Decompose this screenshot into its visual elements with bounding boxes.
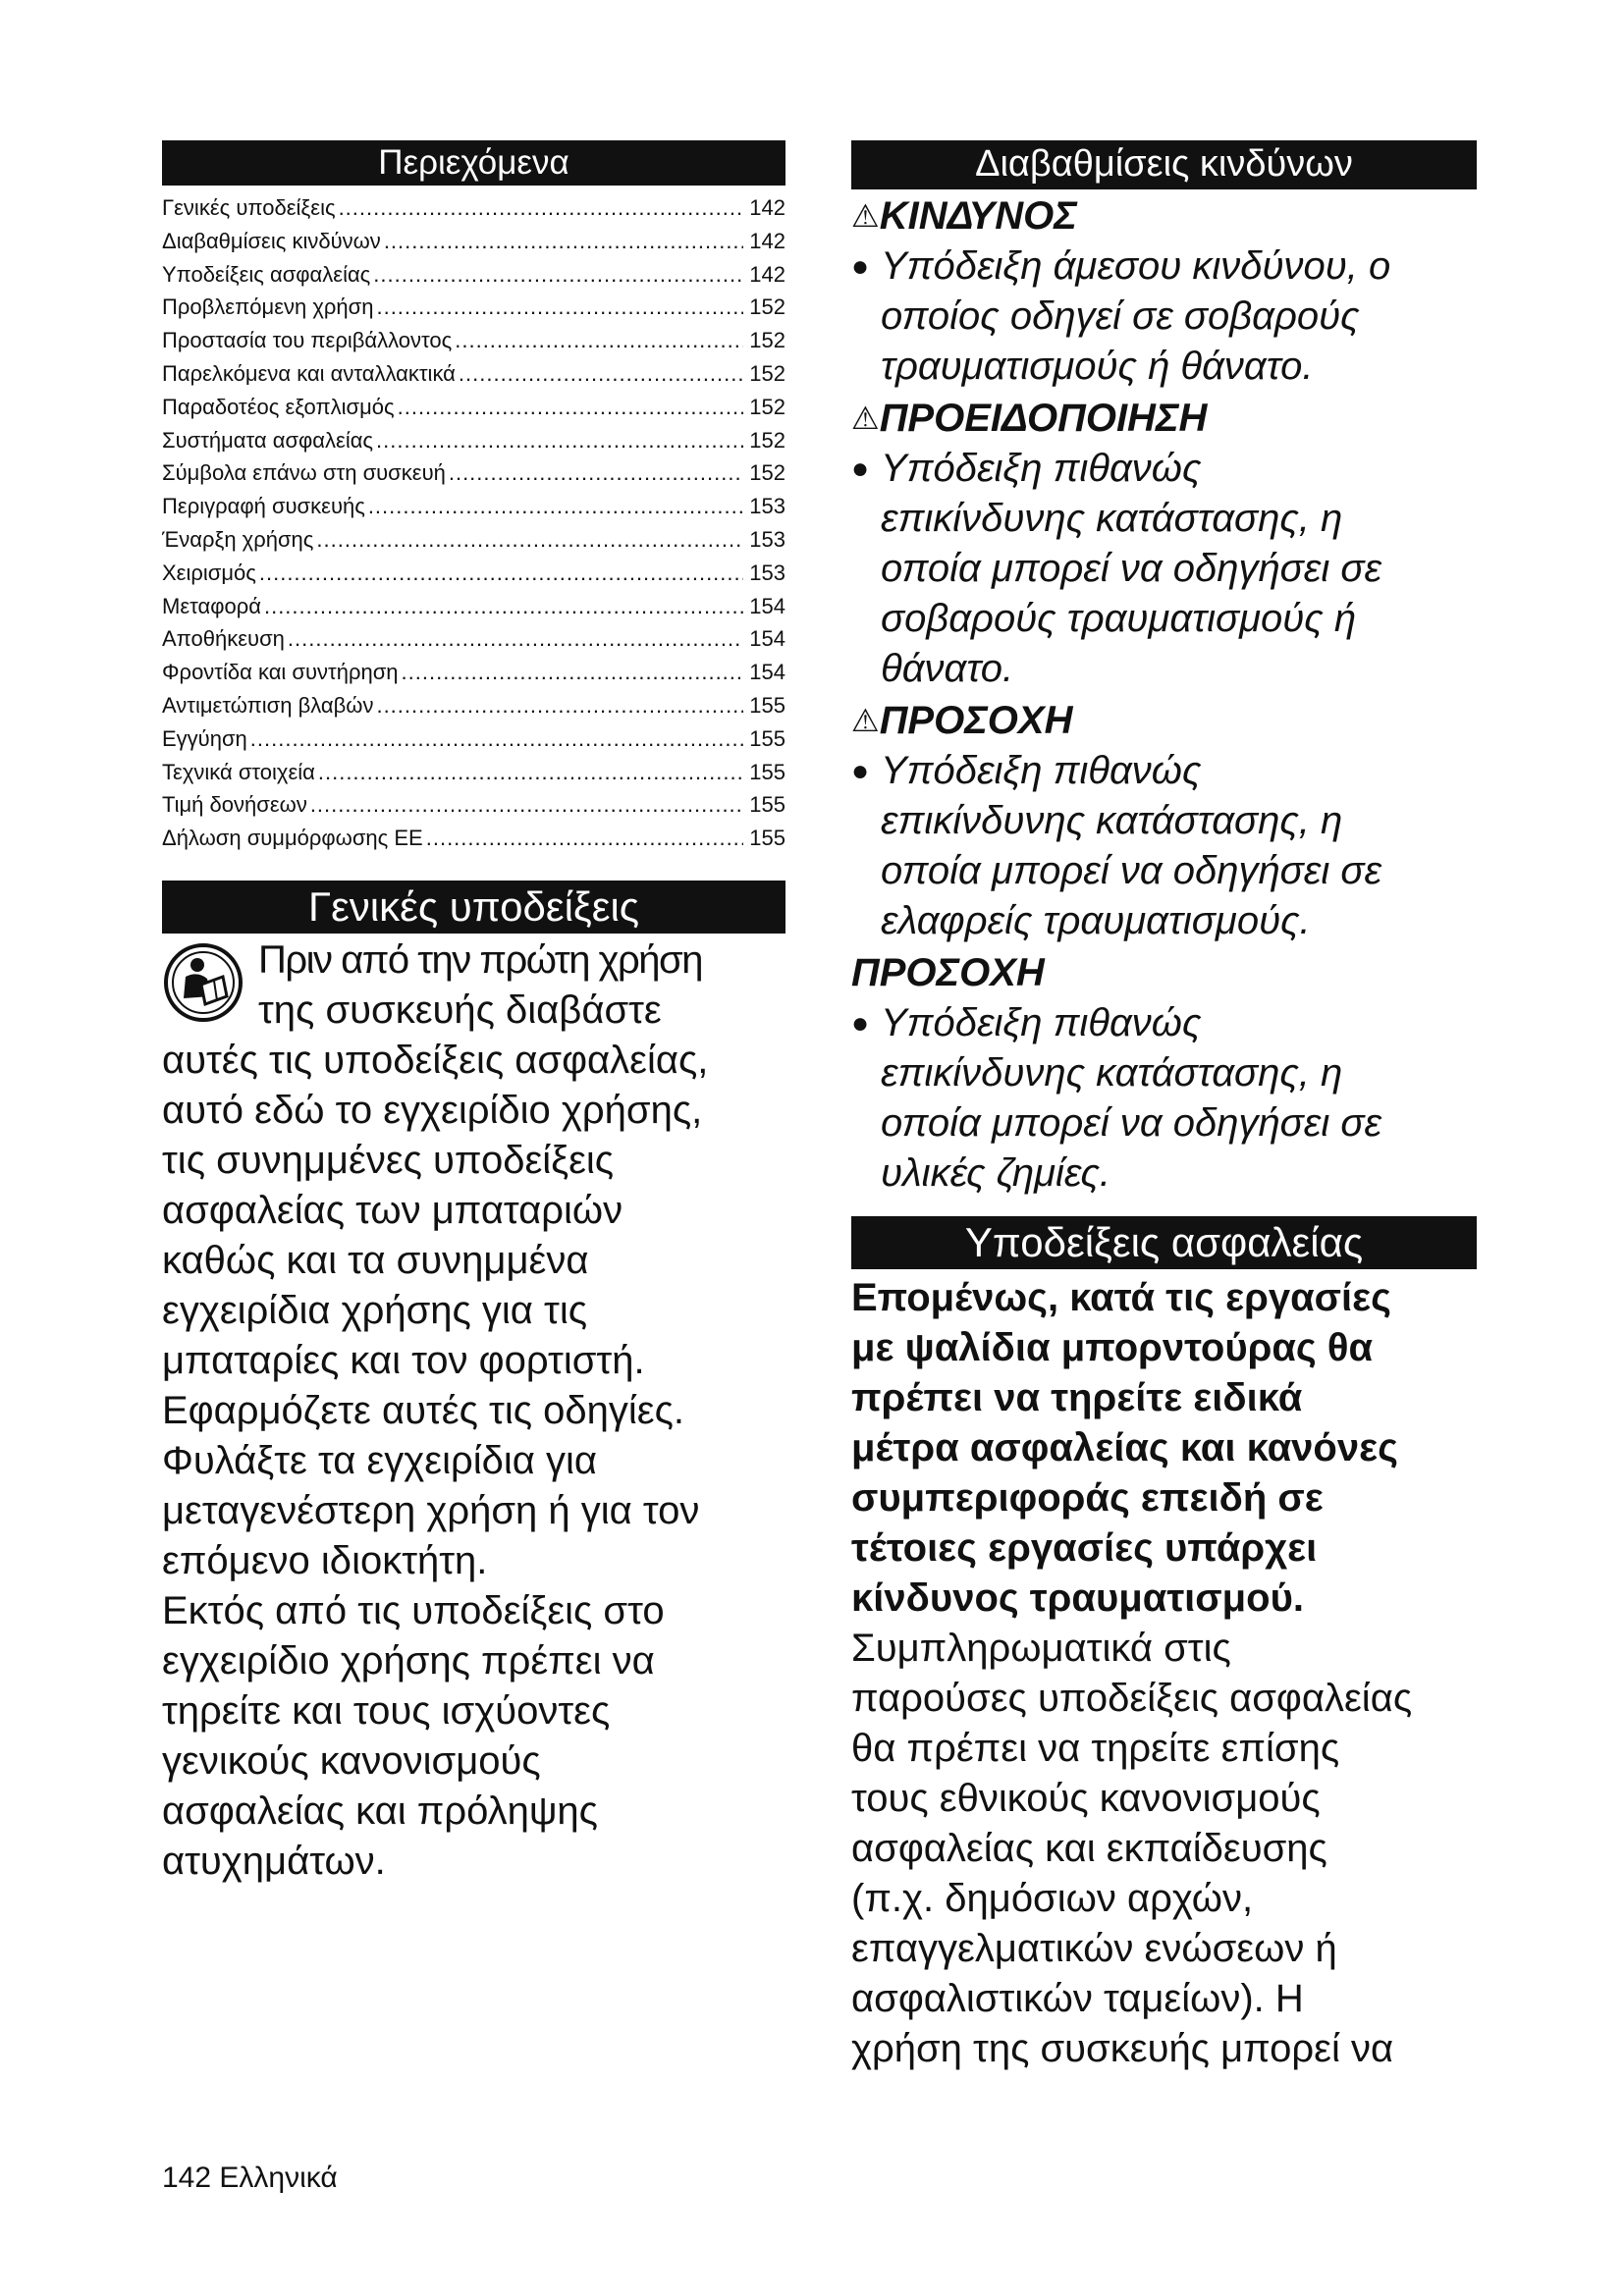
toc-entry-label: Προστασία του περιβάλλοντος xyxy=(162,328,453,353)
toc-entry-page: 155 xyxy=(749,826,785,851)
notice-line: οποία μπορεί να οδηγήσει σε xyxy=(881,1101,1382,1145)
footer-language: Ελληνικά xyxy=(219,2162,338,2194)
caution-line: ελαφρείς τραυματισμούς. xyxy=(881,899,1311,942)
toc-dot-leader xyxy=(449,456,743,490)
general-notes-line: εγχειρίδιο χρήσης πρέπει να xyxy=(162,1638,655,1682)
toc-entry-label: Παραδοτέος εξοπλισμός xyxy=(162,394,395,419)
safety-bold-line: με ψαλίδια μπορντούρας θα xyxy=(851,1326,1374,1369)
toc-entry-page: 155 xyxy=(749,792,785,818)
toc-entry-label: Μεταφορά xyxy=(162,593,261,618)
general-notes-header: Γενικές υποδείξεις xyxy=(162,881,785,934)
bullet-icon: ● xyxy=(851,250,870,283)
toc-entry-page: 152 xyxy=(749,294,785,320)
warning-triangle-icon: ⚠ xyxy=(851,703,880,738)
toc-entry[interactable] xyxy=(162,191,785,225)
intro-line-1: Πριν από την πρώτη χρήση xyxy=(258,937,702,982)
toc-entry-label: Αποθήκευση xyxy=(162,626,285,652)
toc-entry-label: Τεχνικά στοιχεία xyxy=(162,759,315,784)
warning-line: θάνατο. xyxy=(881,647,1014,690)
caution-label: ⚠ΠΡΟΣΟΧΗ xyxy=(851,699,1073,742)
notice-line: υλικές ζημίες. xyxy=(881,1151,1111,1195)
danger-line: τραυματισμούς ή θάνατο. xyxy=(881,345,1314,388)
toc-dot-leader xyxy=(376,689,743,722)
bullet-icon: ● xyxy=(851,755,870,787)
toc-entry-label: Παρελκόμενα και ανταλλακτικά xyxy=(162,360,456,386)
toc-dot-leader xyxy=(373,258,743,292)
safety-line: θα πρέπει να τηρείτε επίσης xyxy=(851,1727,1340,1770)
safety-bold-line: πρέπει να τηρείτε ειδικά xyxy=(851,1376,1303,1419)
toc-entry-page: 152 xyxy=(749,427,785,453)
general-notes-line: γενικούς κανονισμούς xyxy=(162,1738,541,1783)
caution-line: Υπόδειξη πιθανώς xyxy=(881,749,1202,792)
toc-dot-leader xyxy=(398,391,743,424)
safety-text xyxy=(851,1624,1477,2074)
toc-entry-page: 153 xyxy=(749,526,785,552)
safety-line: ασφαλιστικών ταμείων). Η xyxy=(851,1977,1304,2020)
toc-entry[interactable] xyxy=(162,590,785,623)
toc-entry[interactable] xyxy=(162,291,785,324)
warning-description xyxy=(851,444,1477,694)
general-notes-intro xyxy=(162,935,785,1036)
toc-entry-label: Χειρισμός xyxy=(162,560,256,585)
danger-line: Υπόδειξη άμεσου κινδύνου, ο xyxy=(881,244,1391,288)
notice-line: επικίνδυνης κατάστασης, η xyxy=(881,1051,1343,1095)
toc-entry-label: Δήλωση συμμόρφωσης ΕΕ xyxy=(162,826,423,851)
toc-entry[interactable] xyxy=(162,225,785,258)
toc-entry[interactable] xyxy=(162,357,785,391)
safety-line: Συμπληρωματικά στις xyxy=(851,1627,1231,1670)
toc-dot-leader xyxy=(259,557,743,590)
toc-entry-page: 155 xyxy=(749,692,785,718)
toc-entry[interactable] xyxy=(162,756,785,789)
toc-entry[interactable] xyxy=(162,523,785,557)
toc-dot-leader xyxy=(376,424,743,457)
toc-entry-page: 154 xyxy=(749,660,785,685)
safety-bold-text xyxy=(851,1273,1477,1624)
toc-entry-label: Συστήματα ασφαλείας xyxy=(162,427,374,453)
toc-entry-label: Εγγύηση xyxy=(162,725,247,751)
warning-triangle-icon: ⚠ xyxy=(851,198,880,234)
warning-line: σοβαρούς τραυματισμούς ή xyxy=(881,597,1357,640)
general-notes-line: εγχειρίδια χρήσης για τις xyxy=(162,1288,587,1332)
caution-line: οποία μπορεί να οδηγήσει σε xyxy=(881,849,1382,892)
intro-line-2: της συσκευής διαβάστε xyxy=(258,988,662,1032)
safety-bold-line: συμπεριφοράς επειδή σε xyxy=(851,1476,1324,1520)
toc-dot-leader xyxy=(310,788,743,822)
notice-description xyxy=(851,998,1477,1199)
toc-entry[interactable] xyxy=(162,391,785,424)
toc-dot-leader xyxy=(459,357,743,391)
toc-dot-leader xyxy=(288,622,743,656)
notice-line: Υπόδειξη πιθανώς xyxy=(881,1001,1202,1044)
toc-entry-page: 154 xyxy=(749,626,785,652)
danger-description xyxy=(851,241,1477,392)
toc-dot-leader xyxy=(250,722,743,756)
safety-bold-line: τέτοιες εργασίες υπάρχει xyxy=(851,1526,1318,1570)
general-notes-text xyxy=(162,1036,785,1887)
page-number: 142 xyxy=(162,2162,212,2194)
caution-line: επικίνδυνης κατάστασης, η xyxy=(881,799,1343,842)
safety-line: (π.χ. δημόσιων αρχών, xyxy=(851,1877,1254,1920)
toc-entry[interactable] xyxy=(162,258,785,292)
general-notes-line: μεταγενέστερη χρήση ή για τον xyxy=(162,1488,700,1532)
caution-description xyxy=(851,746,1477,946)
toc-header: Περιεχόμενα xyxy=(162,140,785,186)
toc-entry-label: Τιμή δονήσεων xyxy=(162,792,307,818)
general-notes-line: καθώς και τα συνημμένα xyxy=(162,1238,589,1282)
toc-entry[interactable] xyxy=(162,656,785,689)
warning-label: ⚠ΠΡΟΕΙΔΟΠΟΙΗΣΗ xyxy=(851,397,1208,440)
toc-entry-label: Διαβαθμίσεις κινδύνων xyxy=(162,228,381,253)
toc-entry-page: 152 xyxy=(749,328,785,353)
toc-dot-leader xyxy=(316,523,743,557)
toc-entry-page: 152 xyxy=(749,360,785,386)
bullet-icon: ● xyxy=(851,453,870,485)
toc-entry-label: Αντιμετώπιση βλαβών xyxy=(162,692,374,718)
toc-entry-page: 153 xyxy=(749,560,785,585)
general-notes-line: αυτό εδώ το εγχειρίδιο χρήσης, xyxy=(162,1088,703,1132)
general-notes-line: τις συνημμένες υποδείξεις xyxy=(162,1138,615,1182)
safety-line: χρήση της συσκευής μπορεί να xyxy=(851,2027,1394,2070)
toc-dot-leader xyxy=(384,225,743,258)
general-notes-section xyxy=(162,881,785,1887)
toc-entry[interactable] xyxy=(162,424,785,457)
toc-entry-page: 155 xyxy=(749,725,785,751)
general-notes-line: τηρείτε και τους ισχύοντες xyxy=(162,1688,611,1733)
hazard-levels-header: Διαβαθμίσεις κινδύνων xyxy=(851,140,1477,189)
toc-entry-label: Προβλεπόμενη χρήση xyxy=(162,294,374,320)
safety-line: παρούσες υποδείξεις ασφαλείας xyxy=(851,1677,1413,1720)
toc-entry-label: Σύμβολα επάνω στη συσκευή xyxy=(162,460,446,486)
toc-dot-leader xyxy=(318,756,743,789)
table-of-contents xyxy=(162,191,785,855)
bullet-icon: ● xyxy=(851,1007,870,1040)
danger-line: οποίος οδηγεί σε σοβαρούς xyxy=(881,294,1360,338)
warning-triangle-icon: ⚠ xyxy=(851,400,880,436)
left-column xyxy=(162,140,785,1887)
toc-entry[interactable] xyxy=(162,557,785,590)
safety-bold-line: Επομένως, κατά τις εργασίες xyxy=(851,1276,1391,1319)
toc-entry-page: 154 xyxy=(749,593,785,618)
toc-entry[interactable] xyxy=(162,456,785,490)
warning-line: οποία μπορεί να οδηγήσει σε xyxy=(881,547,1382,590)
general-notes-line: Εφαρμόζετε αυτές τις οδηγίες. xyxy=(162,1388,684,1432)
toc-entry[interactable] xyxy=(162,689,785,722)
toc-dot-leader xyxy=(368,490,743,523)
toc-entry-page: 142 xyxy=(749,228,785,253)
toc-entry-page: 142 xyxy=(749,261,785,287)
toc-entry-page: 153 xyxy=(749,494,785,519)
safety-line: επαγγελματικών ενώσεων ή xyxy=(851,1927,1337,1970)
safety-notes-header: Υποδείξεις ασφαλείας xyxy=(851,1216,1477,1269)
toc-dot-leader xyxy=(426,822,743,855)
toc-entry[interactable] xyxy=(162,788,785,822)
safety-line: ασφαλείας και εκπαίδευσης xyxy=(851,1827,1327,1870)
toc-entry-page: 155 xyxy=(749,759,785,784)
general-notes-line: Εκτός από τις υποδείξεις στο xyxy=(162,1588,665,1632)
toc-entry-label: Υποδείξεις ασφαλείας xyxy=(162,261,371,287)
toc-entry[interactable] xyxy=(162,324,785,357)
general-notes-line: ασφαλείας των μπαταριών xyxy=(162,1188,623,1232)
danger-label: ⚠ΚΙΝΔΥΝΟΣ xyxy=(851,194,1077,238)
toc-entry-page: 142 xyxy=(749,195,785,220)
toc-entry[interactable] xyxy=(162,622,785,656)
general-notes-line: επόμενο ιδιοκτήτη. xyxy=(162,1538,488,1582)
notice-label: ΠΡΟΣΟΧΗ xyxy=(851,951,1045,994)
toc-entry-label: Περιγραφή συσκευής xyxy=(162,494,365,519)
toc-entry[interactable] xyxy=(162,722,785,756)
toc-entry[interactable] xyxy=(162,490,785,523)
general-notes-line: αυτές τις υποδείξεις ασφαλείας, xyxy=(162,1038,709,1082)
safety-bold-line: κίνδυνος τραυματισμού. xyxy=(851,1576,1304,1620)
toc-dot-leader xyxy=(455,324,743,357)
toc-entry-label: Έναρξη χρήσης xyxy=(162,526,314,552)
toc-entry-label: Φροντίδα και συντήρηση xyxy=(162,660,399,685)
toc-dot-leader xyxy=(376,291,743,324)
right-column xyxy=(851,140,1477,2074)
toc-dot-leader xyxy=(339,191,743,225)
general-notes-line: ατυχημάτων. xyxy=(162,1839,386,1883)
read-manual-icon xyxy=(162,941,244,1024)
safety-bold-line: μέτρα ασφαλείας και κανόνες xyxy=(851,1426,1398,1469)
general-notes-line: Φυλάξτε τα εγχειρίδια για xyxy=(162,1438,598,1482)
toc-entry[interactable] xyxy=(162,822,785,855)
general-notes-line: μπαταρίες και τον φορτιστή. xyxy=(162,1338,645,1382)
toc-entry-page: 152 xyxy=(749,460,785,486)
general-notes-line: ασφαλείας και πρόληψης xyxy=(162,1789,598,1833)
warning-line: Υπόδειξη πιθανώς xyxy=(881,447,1202,490)
toc-dot-leader xyxy=(264,590,743,623)
toc-entry-label: Γενικές υποδείξεις xyxy=(162,195,336,220)
toc-entry-page: 152 xyxy=(749,394,785,419)
toc-dot-leader xyxy=(402,656,743,689)
safety-line: τους εθνικούς κανονισμούς xyxy=(851,1777,1321,1820)
page-footer xyxy=(162,2162,338,2195)
warning-line: επικίνδυνης κατάστασης, η xyxy=(881,497,1343,540)
